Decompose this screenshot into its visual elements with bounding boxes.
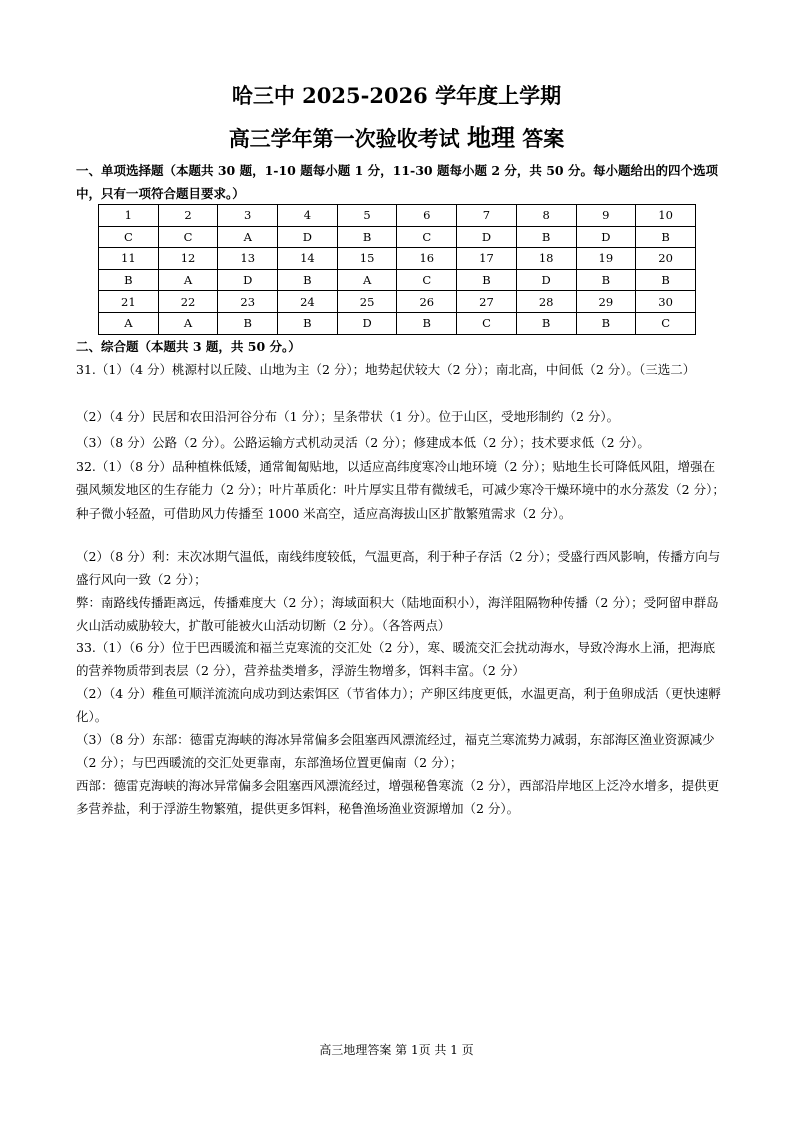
answer-cell: D <box>218 269 278 291</box>
answer-cell: C <box>397 226 457 248</box>
answer-key-row <box>99 269 696 291</box>
question-number-row <box>99 291 696 313</box>
answer-cell: B <box>278 312 338 334</box>
q31-part1: 31.（1）（4 分）桃源村以丘陵、山地为主（2 分）；地势起伏较大（2 分）；南北高，中间低（2 分）。（三选二） <box>76 362 696 377</box>
question-number-cell: 22 <box>158 291 218 313</box>
question-number-cell: 3 <box>218 205 278 227</box>
answer-cell: C <box>99 226 159 248</box>
answer-cell: C <box>636 312 696 334</box>
question-number-cell: 9 <box>576 205 636 227</box>
question-number-cell: 23 <box>218 291 278 313</box>
page-subtitle <box>0 118 793 153</box>
answer-cell: B <box>218 312 278 334</box>
question-number-cell: 5 <box>337 205 397 227</box>
question-number-cell: 16 <box>397 248 457 270</box>
answer-cell: B <box>636 226 696 248</box>
q33-part2: （2）（4 分）稚鱼可顺洋流流向成功到达索饵区（节省体力）；产卵区纬度更低，水温更高，利于鱼卵成活（更快速孵化）。 <box>76 686 721 725</box>
question-number-cell: 27 <box>457 291 517 313</box>
answer-cell: D <box>576 226 636 248</box>
q33-part1: 33.（1）（6 分）位于巴西暖流和福兰克寒流的交汇处（2 分），寒、暖流交汇会扰动海水，导致冷海水上涌，把海底的营养物质带到表层（2 分），营养盐类增多，浮游生物增多，饵料丰富。（2 分） <box>76 640 716 679</box>
question-number-row <box>99 205 696 227</box>
answer-cell: B <box>636 269 696 291</box>
answer-cell: B <box>516 226 576 248</box>
question-number-cell: 21 <box>99 291 159 313</box>
question-number-cell: 25 <box>337 291 397 313</box>
question-number-cell: 12 <box>158 248 218 270</box>
answer-cell: A <box>337 269 397 291</box>
question-number-cell: 26 <box>397 291 457 313</box>
question-number-cell: 10 <box>636 205 696 227</box>
question-number-cell: 24 <box>278 291 338 313</box>
question-number-cell: 13 <box>218 248 278 270</box>
answer-table-body <box>99 205 696 335</box>
answer-cell: A <box>218 226 278 248</box>
answer-cell: C <box>457 312 517 334</box>
answer-cell: B <box>337 226 397 248</box>
section2-heading: 二、综合题（本题共 3 题，共 50 分。） <box>76 339 301 354</box>
question-number-cell: 29 <box>576 291 636 313</box>
page-footer: 高三地理答案 第 1页 共 1 页 <box>319 1043 474 1057</box>
answer-cell: A <box>158 312 218 334</box>
answer-cell: B <box>576 312 636 334</box>
question-number-cell: 8 <box>516 205 576 227</box>
question-number-cell: 11 <box>99 248 159 270</box>
answer-cell: A <box>99 312 159 334</box>
page-title: 哈三中 2025-2026 学年度上学期 <box>231 83 562 108</box>
subtitle-part2: 答案 <box>515 126 565 151</box>
question-number-cell: 17 <box>457 248 517 270</box>
answer-cell: C <box>397 269 457 291</box>
q32-part2: （2）（8 分）利：末次冰期气温低，南线纬度较低，气温更高，利于种子存活（2 分）；受盛行西风影响，传播方向与盛行风向一致（2 分）； <box>76 549 721 588</box>
question-number-cell: 1 <box>99 205 159 227</box>
question-number-row <box>99 248 696 270</box>
answer-cell: B <box>278 269 338 291</box>
question-number-cell: 2 <box>158 205 218 227</box>
answer-cell: D <box>516 269 576 291</box>
answer-cell: B <box>576 269 636 291</box>
q31-part2: （2）（4 分）民居和农田沿河谷分布（1 分）；呈条带状（1 分）。位于山区，受地形制约（2 分）。 <box>76 409 620 424</box>
answer-cell: B <box>516 312 576 334</box>
answer-cell: D <box>278 226 338 248</box>
q31-part3: （3）（8 分）公路（2 分）。公路运输方式机动灵活（2 分）；修建成本低（2 分）；技术要求低（2 分）。 <box>76 435 650 450</box>
answer-cell: D <box>457 226 517 248</box>
answer-cell: B <box>457 269 517 291</box>
subtitle-part1: 高三学年第一次验收考试 <box>228 126 467 151</box>
question-number-cell: 14 <box>278 248 338 270</box>
question-number-cell: 15 <box>337 248 397 270</box>
answer-table <box>98 204 696 335</box>
answer-cell: A <box>158 269 218 291</box>
question-number-cell: 4 <box>278 205 338 227</box>
question-number-cell: 20 <box>636 248 696 270</box>
answer-key-row <box>99 226 696 248</box>
answer-cell: D <box>337 312 397 334</box>
q33-part4: 西部：德雷克海峡的海冰异常偏多会阻塞西风漂流经过，增强秘鲁寒流（2 分），西部沿岸地区上泛冷水增多，提供更多营养盐，利于浮游生物繁殖，提供更多饵料，秘鲁渔场渔业资源增加（2 分）。 <box>76 778 720 817</box>
answer-cell: B <box>99 269 159 291</box>
q32-part3: 弊：南路线传播距离远，传播难度大（2 分）；海域面积大（陆地面积小），海洋阻隔物种传播（2 分）；受阿留申群岛火山活动威胁较大，扩散可能被火山活动切断（2 分）。（各答两点） <box>76 595 719 634</box>
question-number-cell: 30 <box>636 291 696 313</box>
q33-part3: （3）（8 分）东部：德雷克海峡的海冰异常偏多会阻塞西风漂流经过，福克兰寒流势力减弱，东部海区渔业资源减少（2 分）；与巴西暖流的交汇处更靠南，东部渔场位置更偏南（2 分）； <box>76 732 715 771</box>
answer-cell: B <box>397 312 457 334</box>
question-number-cell: 28 <box>516 291 576 313</box>
subtitle-subject: 地理 <box>467 123 515 152</box>
question-number-cell: 18 <box>516 248 576 270</box>
question-number-cell: 7 <box>457 205 517 227</box>
question-number-cell: 6 <box>397 205 457 227</box>
answer-cell: C <box>158 226 218 248</box>
section1-heading: 一、单项选择题（本题共 30 题，1-10 题每小题 1 分，11-30 题每小题 2 分，共 50 分。每小题给出的四个选项中，只有一项符合题目要求。） <box>76 163 718 202</box>
question-number-cell: 19 <box>576 248 636 270</box>
answer-key-row <box>99 312 696 334</box>
q32-part1: 32.（1）（8 分）品种植株低矮，通常匍匐贴地，以适应高纬度寒冷山地环境（2 分）；贴地生长可降低风阻，增强在强风频发地区的生存能力（2 分）；叶片革质化：叶片厚实且带有微绒毛，可减少寒冷干燥环境中的水分蒸发（2 分）；种子微小轻盈，可借助风力传播至 1000 米高空，适应高海拔山区扩散繁殖需求（2 分）。 <box>76 459 725 521</box>
